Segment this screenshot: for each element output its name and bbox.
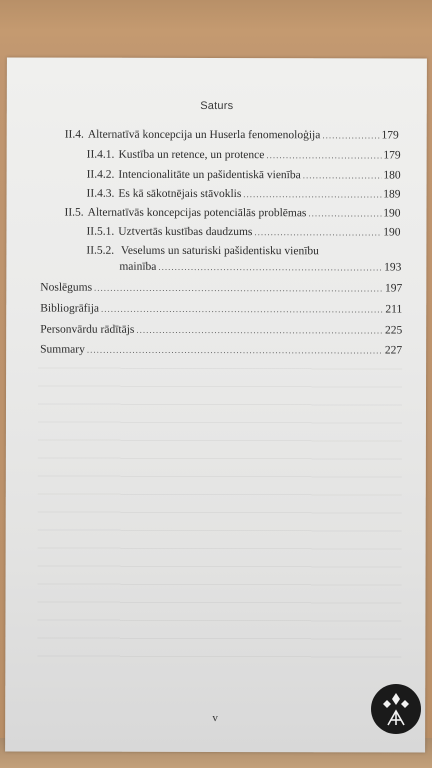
toc-entry-page: 190: [383, 226, 401, 239]
toc-entry: [40, 281, 402, 296]
toc-entry: [65, 128, 399, 143]
leader-dots: [158, 260, 382, 275]
toc-entry-title: Bibliogrāfija: [40, 302, 100, 315]
toc-entry: [87, 148, 401, 163]
leader-dots: [243, 187, 381, 201]
toc-entry-page: 193: [384, 261, 402, 274]
toc-entry-page: 211: [385, 303, 403, 316]
toc-entry: [40, 343, 402, 358]
book-page: [5, 57, 427, 752]
toc-entry-title: Intencionalitāte un pašidentiskā vienība: [118, 168, 301, 182]
toc-entry-title: Uztvertās kustības daudzums: [118, 225, 253, 239]
bleed-through-text: [37, 358, 402, 659]
leader-dots: [308, 206, 381, 220]
toc-entry-title: Alternatīvā koncepcija un Huserla fenomenoloģija: [87, 128, 321, 142]
toc-entry-title: Noslēgums: [40, 281, 93, 294]
toc-entry-number: II.5.1.: [86, 225, 115, 238]
toc-entry-page: 225: [384, 324, 403, 337]
toc-entry-number: II.5.2.: [86, 244, 115, 257]
leader-dots: [254, 225, 381, 239]
toc-entry: [86, 225, 400, 240]
toc-entry-number: II.4.1.: [86, 148, 115, 161]
toc-entry-title: Alternatīvās koncepcijas potenciālās problēmas: [87, 206, 307, 220]
toc-entry-title: Veselums un saturiski pašidentisku vienību: [120, 244, 319, 258]
toc-entry-title: Es kā sākotnējais stāvoklis: [118, 187, 242, 201]
leader-dots: [303, 168, 382, 182]
toc-entry-title: Personvārdu rādītājs: [40, 323, 135, 336]
toc-entry-page: 227: [384, 344, 403, 357]
toc-entry: [40, 323, 402, 338]
watermark-logo: [371, 684, 421, 734]
toc-entry-number: II.4.3.: [86, 187, 115, 200]
toc-entry: [87, 187, 401, 202]
leader-dots: [266, 148, 381, 162]
leader-dots: [101, 302, 383, 317]
toc-entry-first-line: [86, 244, 319, 259]
toc-entry: [64, 206, 400, 221]
leader-dots: [322, 128, 379, 142]
toc-entry-number: II.4.: [64, 128, 84, 141]
leader-dots: [94, 281, 383, 296]
page-number: v: [212, 711, 218, 725]
toc-entry-page: 190: [383, 207, 401, 220]
toc-entry-page: 179: [381, 129, 399, 142]
toc-entry-number: II.5.: [64, 206, 84, 219]
toc-entry-title: Kustība un retence, un protence: [118, 148, 265, 162]
toc-entry: [119, 260, 401, 275]
toc-entry-title: Summary: [40, 343, 85, 356]
toc-entry: [40, 302, 402, 317]
toc-entry-page: 197: [385, 282, 403, 295]
leader-dots: [136, 323, 383, 338]
ornament-icon: [379, 689, 413, 729]
toc-entry-page: 179: [383, 149, 401, 162]
running-header: Saturs: [200, 99, 234, 113]
toc-entry-page: 180: [383, 169, 401, 182]
leader-dots: [87, 343, 383, 358]
toc-entry-title-continued: mainība: [119, 260, 157, 273]
toc-entry-page: 189: [383, 188, 401, 201]
toc-entry-number: II.4.2.: [86, 168, 115, 181]
toc-entry: [87, 168, 401, 183]
